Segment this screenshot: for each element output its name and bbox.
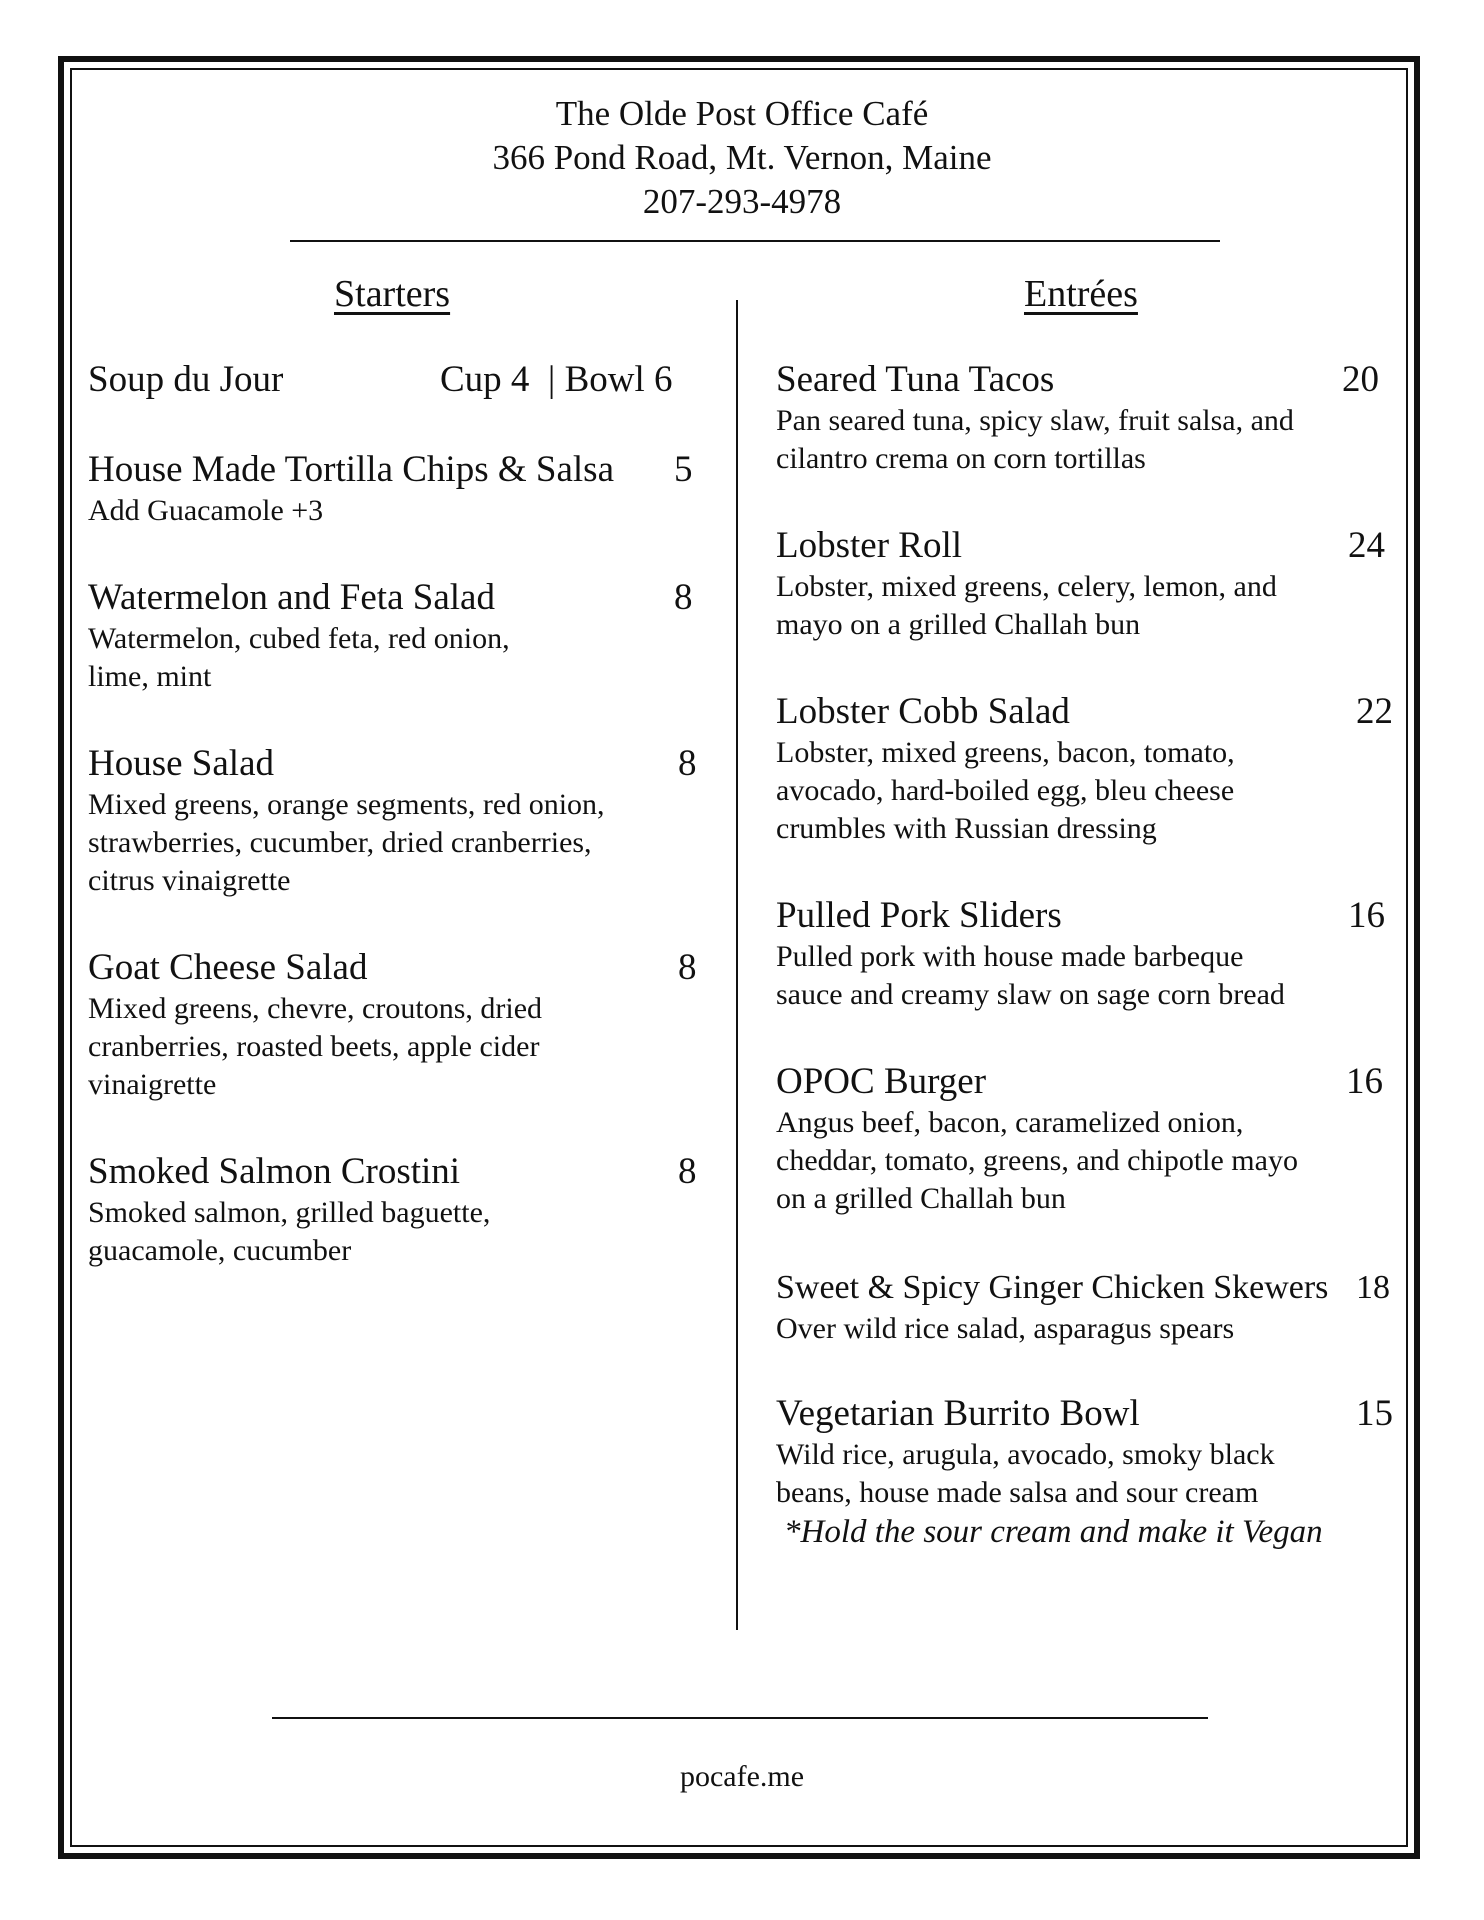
- item-description: Pulled pork with house made barbeque: [776, 940, 1244, 973]
- menu-item-soup: [88, 358, 698, 402]
- menu-item-lobster-roll: [776, 524, 1396, 644]
- menu-item-smoked-salmon: [88, 1150, 728, 1270]
- item-description: Angus beef, bacon, caramelized onion,: [776, 1106, 1244, 1139]
- menu-item-opoc-burger: [776, 1060, 1396, 1218]
- item-description: strawberries, cucumber, dried cranberries,: [88, 826, 592, 859]
- item-price: Cup 4 | Bowl 6: [440, 359, 673, 400]
- item-description: Lobster, mixed greens, bacon, tomato,: [776, 736, 1235, 769]
- item-price: 18: [1356, 1269, 1390, 1306]
- item-description: avocado, hard-boiled egg, bleu cheese: [776, 774, 1235, 807]
- item-description: Wild rice, arugula, avocado, smoky black: [776, 1438, 1275, 1471]
- menu-item-watermelon-feta: [88, 576, 698, 696]
- item-description: beans, house made salsa and sour cream: [776, 1476, 1259, 1509]
- item-description: crumbles with Russian dressing: [776, 812, 1157, 845]
- item-description: cilantro crema on corn tortillas: [776, 442, 1146, 475]
- item-price: 8: [674, 577, 693, 618]
- item-price: 8: [678, 947, 697, 988]
- menu-item-house-salad: [88, 742, 728, 900]
- menu-item-burrito-bowl: [776, 1392, 1406, 1552]
- vegan-note: *Hold the sour cream and make it Vegan: [784, 1514, 1323, 1550]
- item-price: 22: [1356, 691, 1393, 732]
- footer-divider: [272, 1717, 1208, 1719]
- item-description: Pan seared tuna, spicy slaw, fruit salsa, and: [776, 404, 1294, 437]
- item-description: Over wild rice salad, asparagus spears: [776, 1312, 1235, 1345]
- item-name: Vegetarian Burrito Bowl: [776, 1393, 1140, 1434]
- menu-item-goat-cheese-salad: [88, 946, 728, 1104]
- item-description: sauce and creamy slaw on sage corn bread: [776, 978, 1285, 1011]
- item-description: citrus vinaigrette: [88, 864, 291, 897]
- item-price: 16: [1348, 895, 1385, 936]
- item-description: Smoked salmon, grilled baguette,: [88, 1196, 491, 1229]
- item-name: Soup du Jour: [88, 359, 284, 400]
- item-description: cranberries, roasted beets, apple cider: [88, 1030, 540, 1063]
- menu-header: [0, 92, 1484, 224]
- restaurant-phone: 207-293-4978: [642, 182, 842, 221]
- item-price: 8: [678, 1151, 697, 1192]
- item-description: Add Guacamole +3: [88, 494, 324, 527]
- item-name: Seared Tuna Tacos: [776, 359, 1055, 400]
- item-price: 24: [1348, 525, 1385, 566]
- item-description: Watermelon, cubed feta, red onion,: [88, 622, 510, 655]
- item-name: Sweet & Spicy Ginger Chicken Skewers: [776, 1269, 1329, 1306]
- restaurant-name: The Olde Post Office Café: [555, 94, 929, 133]
- entrees-heading: Entrées: [1024, 273, 1138, 315]
- item-price: 15: [1356, 1393, 1393, 1434]
- item-description: cheddar, tomato, greens, and chipotle mayo: [776, 1144, 1298, 1177]
- menu-item-pulled-pork: [776, 894, 1396, 1014]
- column-divider: [736, 300, 738, 1630]
- item-price: 16: [1346, 1061, 1383, 1102]
- item-name: Lobster Cobb Salad: [776, 691, 1070, 732]
- menu-item-ginger-chicken: [776, 1266, 1406, 1348]
- item-description: lime, mint: [88, 660, 212, 693]
- item-price: 5: [674, 449, 693, 490]
- item-name: Goat Cheese Salad: [88, 947, 368, 988]
- item-price: 20: [1342, 359, 1379, 400]
- menu-item-lobster-cobb: [776, 690, 1396, 848]
- item-name: Pulled Pork Sliders: [776, 895, 1062, 936]
- website-link[interactable]: pocafe.me: [679, 1760, 805, 1793]
- item-name: Watermelon and Feta Salad: [88, 577, 495, 618]
- item-description: Mixed greens, chevre, croutons, dried: [88, 992, 543, 1025]
- item-description: guacamole, cucumber: [88, 1234, 352, 1267]
- menu-item-tuna-tacos: [776, 358, 1396, 478]
- menu-item-chips-salsa: [88, 448, 698, 530]
- item-name: Smoked Salmon Crostini: [88, 1151, 461, 1192]
- header-divider: [290, 240, 1220, 242]
- restaurant-address: 366 Pond Road, Mt. Vernon, Maine: [492, 138, 992, 177]
- item-description: Lobster, mixed greens, celery, lemon, and: [776, 570, 1277, 603]
- item-name: House Made Tortilla Chips & Salsa: [88, 449, 614, 490]
- item-name: Lobster Roll: [776, 525, 963, 566]
- starters-heading: Starters: [334, 273, 451, 315]
- item-description: mayo on a grilled Challah bun: [776, 608, 1141, 641]
- item-description: on a grilled Challah bun: [776, 1182, 1066, 1215]
- item-price: 8: [678, 743, 697, 784]
- item-description: vinaigrette: [88, 1068, 217, 1101]
- item-name: House Salad: [88, 743, 274, 784]
- item-name: OPOC Burger: [776, 1061, 987, 1102]
- item-description: Mixed greens, orange segments, red onion,: [88, 788, 605, 821]
